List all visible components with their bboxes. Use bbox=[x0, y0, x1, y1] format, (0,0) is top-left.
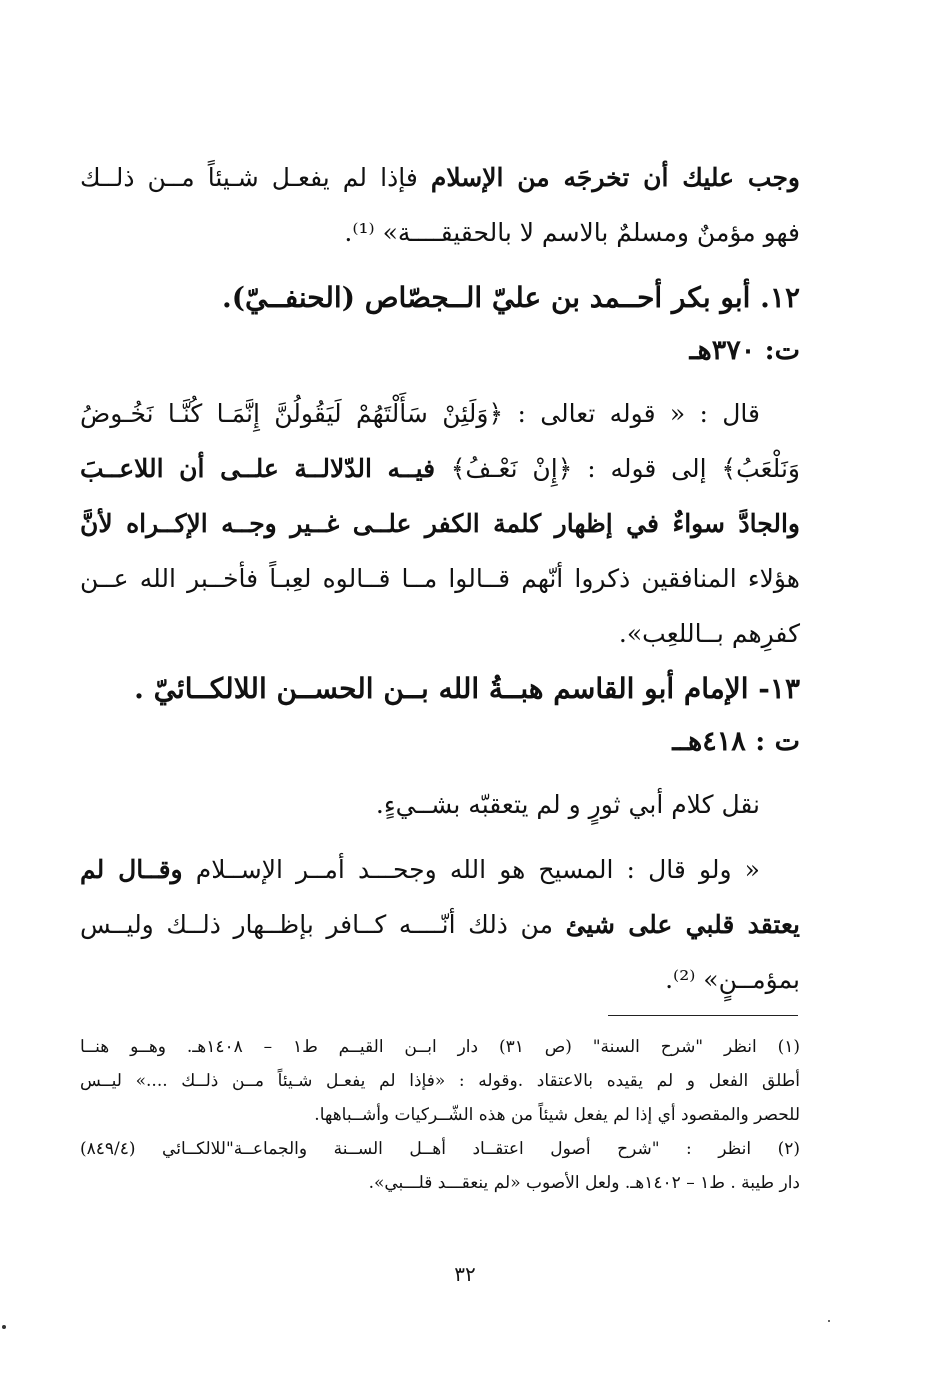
footnote-1-line-1: (١) انظر "شرح السنة" (ص ٣١) دار ابــن القيــم ط١ – ١٤٠٨هـ. وهــو هنــا bbox=[80, 1037, 801, 1057]
paragraph-2-line-5: كفرِهم بــاللعِب». bbox=[618, 619, 800, 648]
paragraph-2-line-4: هؤلاء المنافقين ذكروا أنّهم قــالوا مــا قــالوه لعِبـاً فأخــبر الله عــن bbox=[80, 564, 800, 593]
footnote-separator bbox=[608, 1015, 798, 1016]
scan-speck bbox=[828, 1320, 830, 1322]
page-number: ٣٢ bbox=[454, 1262, 476, 1286]
bold-phrase: فيــه الدّلالــة علــى أن اللاعــبَ bbox=[80, 454, 451, 483]
paragraph-2-line-3: والجادَّ سواءٌ في إظهار كلمة الكفر علــى غــير وجــه الإكــراه لأنَّ bbox=[80, 509, 800, 538]
footnote-1-line-2: أطلق الفعل و لم يقيده بالاعتقاد .وقوله : «فإذا لم يفعـل شـيئاً مــن ذلــك ....» ليــس bbox=[80, 1071, 800, 1091]
bold-phrase: يعتقد قلبي على شيئ bbox=[565, 910, 800, 939]
paragraph-4-line-2: يعتقد قلبي على شيئ من ذلك أنّــــه كــافر بإظــهار ذلــك وليــس bbox=[80, 910, 800, 939]
paragraph-4-line-3: بمؤمــنٍ» ⁽²⁾. bbox=[665, 965, 800, 994]
paragraph-4-line-1: « ولو قال : المسيح هو الله وجحـــد أمــر الإســلام وقــال لم bbox=[80, 855, 760, 884]
section-12-heading: ١٢. أبو بكر أحــمد بن عليّ الــجصّاص (الحنفــيّ). bbox=[221, 281, 800, 314]
paragraph-1-line-1: وجب عليك أن تخرجَه من الإسلام فإذا لم يفعـل شـيئاً مــن ذلــك bbox=[80, 163, 800, 192]
paragraph-2-line-2: وَنَلْعَبُ﴾ إلى قوله : ﴿إِنْ نَعْـفُ﴾ فيــه الدّلالــة علــى أن اللاعــبَ bbox=[80, 454, 800, 483]
footnote-1-line-3: للحصر والمقصود أي إذا لم يفعل شيئاً من هذه الشّــركيات وأشــباهها. bbox=[314, 1105, 800, 1125]
scan-speck bbox=[2, 1325, 6, 1329]
section-13-heading: ١٣- الإمام أبو القاسم هبــةُ الله بــن الحســن اللالكــائيّ . bbox=[134, 672, 800, 705]
footnotes bbox=[80, 1030, 800, 1200]
footnote-2-line-2: دار طيبة . ط١ – ١٤٠٢هـ. ولعل الأصوب «لم ينعقـــد قلـــبي». bbox=[368, 1173, 800, 1193]
section-13-death-date: ت : ٤١٨هــ bbox=[672, 726, 800, 757]
bold-phrase: وجب عليك أن تخرجَه من الإسلام bbox=[430, 163, 800, 192]
paragraph-2-line-1: قال : « قوله تعالى : ﴿وَلَئِنْ سَأَلْتَهُمْ لَيَقُولُنَّ إِنَّمَـا كُنَّـا نَخُـوضُ bbox=[80, 399, 760, 428]
main-text bbox=[80, 150, 800, 1007]
paragraph-1-line-2: فهو مؤمنٌ ومسلمٌ بالاسم لا بالحقيقــــة» ⁽¹⁾. bbox=[344, 218, 800, 247]
footnote-2-line-1: (٢) انظر : "شرح أصول اعتقــاد أهــل الســنة والجماعــة"للالكــائي (٨٤٩/٤) bbox=[80, 1139, 800, 1159]
bold-phrase: وقــال لم bbox=[80, 855, 183, 884]
paragraph-3-line-1: نقل كلام أبي ثورٍ و لم يتعقبّه بشــيءٍ. bbox=[375, 790, 760, 819]
section-12-death-date: ت: ٣٧٠هـ bbox=[689, 335, 800, 366]
